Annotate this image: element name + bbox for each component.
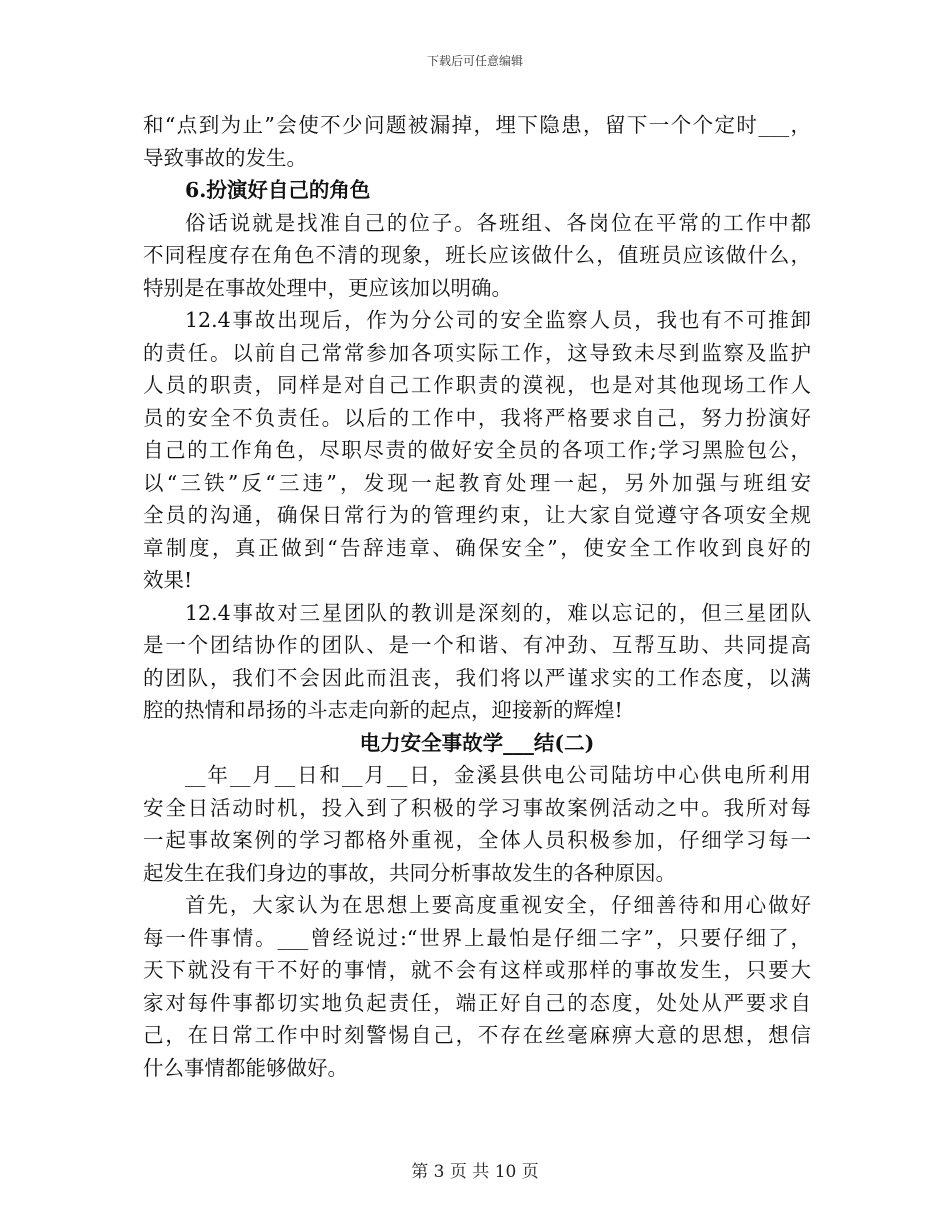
paragraph-line: 天下就没有干不好的事情，就不会有这样或那样的事故发生，只要大 — [143, 958, 811, 982]
paragraph-last-line: 效果! — [143, 568, 193, 592]
paragraph-line: 一起事故案例的学习都格外重视，全体人员积极参加，仔细学习每一 — [143, 828, 811, 852]
paragraph-line: 以“三铁”反“三违”，发现一起教育处理一起，另外加强与班组安 — [143, 470, 811, 495]
paragraph-line: 安全日活动时机，投入到了积极的学习事故案例活动之中。我所对每 — [143, 795, 811, 820]
paragraph-line: 家对每件事都切实地负起责任，端正好自己的态度，处处从严要求自 — [143, 990, 811, 1015]
article-title: 电力安全事故学___结(二) — [359, 730, 595, 755]
paragraph-last-line: 什么事情都能够做好。 — [143, 1055, 348, 1080]
document-body — [143, 109, 811, 1084]
paragraph-line: 全员的沟通，确保日常行为的管理约束，让大家自觉遵守各项安全规 — [143, 503, 811, 527]
paragraph-first-line: __年__月__日和__月__日，金溪县供电公司陆坊中心供电所利用 — [185, 763, 811, 787]
paragraph-first-line: 12.4事故对三星团队的教训是深刻的，难以忘记的，但三星团队 — [185, 600, 811, 625]
paragraph-line: 和“点到为止”会使不少问题被漏掉，埋下隐患，留下一个个定时___， — [143, 113, 811, 137]
paragraph-line: 章制度，真正做到“告辞违章、确保安全”，使安全工作收到良好的 — [143, 535, 811, 560]
paragraph-line: 人员的职责，同样是对自己工作职责的漠视，也是对其他现场工作人 — [143, 373, 811, 397]
paragraph-line: 是一个团结协作的团队、是一个和谐、有冲劲、互帮互助、共同提高 — [143, 633, 811, 657]
page-header-note: 下载后可任意编辑 — [426, 54, 523, 68]
paragraph-line: 自己的工作角色，尽职尽责的做好安全员的各项工作;学习黑脸包公， — [143, 438, 811, 462]
paragraph-first-line: 首先，大家认为在思想上要高度重视安全，仔细善待和用心做好 — [185, 893, 811, 917]
paragraph-line: 员的安全不负责任。以后的工作中，我将严格要求自己，努力扮演好 — [143, 405, 811, 430]
paragraph-line: 每一件事情。___曾经说过:“世界上最怕是仔细二字”，只要仔细了， — [143, 925, 811, 950]
paragraph-line: 己，在日常工作中时刻警惕自己，不存在丝毫麻痹大意的思想，想信 — [143, 1023, 811, 1047]
paragraph-last-line: 特别是在事故处理中，更应该加以明确。 — [143, 275, 512, 300]
paragraph-last-line: 起发生在我们身边的事故，共同分析事故发生的各种原因。 — [143, 860, 676, 885]
paragraph-line: 的责任。以前自己常常参加各项实际工作，这导致未尽到监察及监护 — [143, 340, 811, 365]
paragraph-last-line: 腔的热情和昂扬的斗志走向新的起点，迎接新的辉煌! — [143, 698, 623, 722]
paragraph-line: 的团队，我们不会因此而沮丧，我们将以严谨求实的工作态度，以满 — [143, 665, 811, 690]
paragraph-first-line: 12.4事故出现后，作为分公司的安全监察人员，我也有不可推卸 — [185, 308, 811, 332]
section-heading: 6.扮演好自己的角色 — [185, 178, 371, 202]
page-number-footer: 第 3 页 共 10 页 — [411, 1162, 539, 1182]
paragraph-line: 不同程度存在角色不清的现象，班长应该做什么，值班员应该做什么， — [143, 243, 811, 267]
paragraph-last-line: 导致事故的发生。 — [143, 145, 307, 170]
paragraph-first-line: 俗话说就是找准自己的位子。各班组、各岗位在平常的工作中都 — [185, 210, 811, 235]
